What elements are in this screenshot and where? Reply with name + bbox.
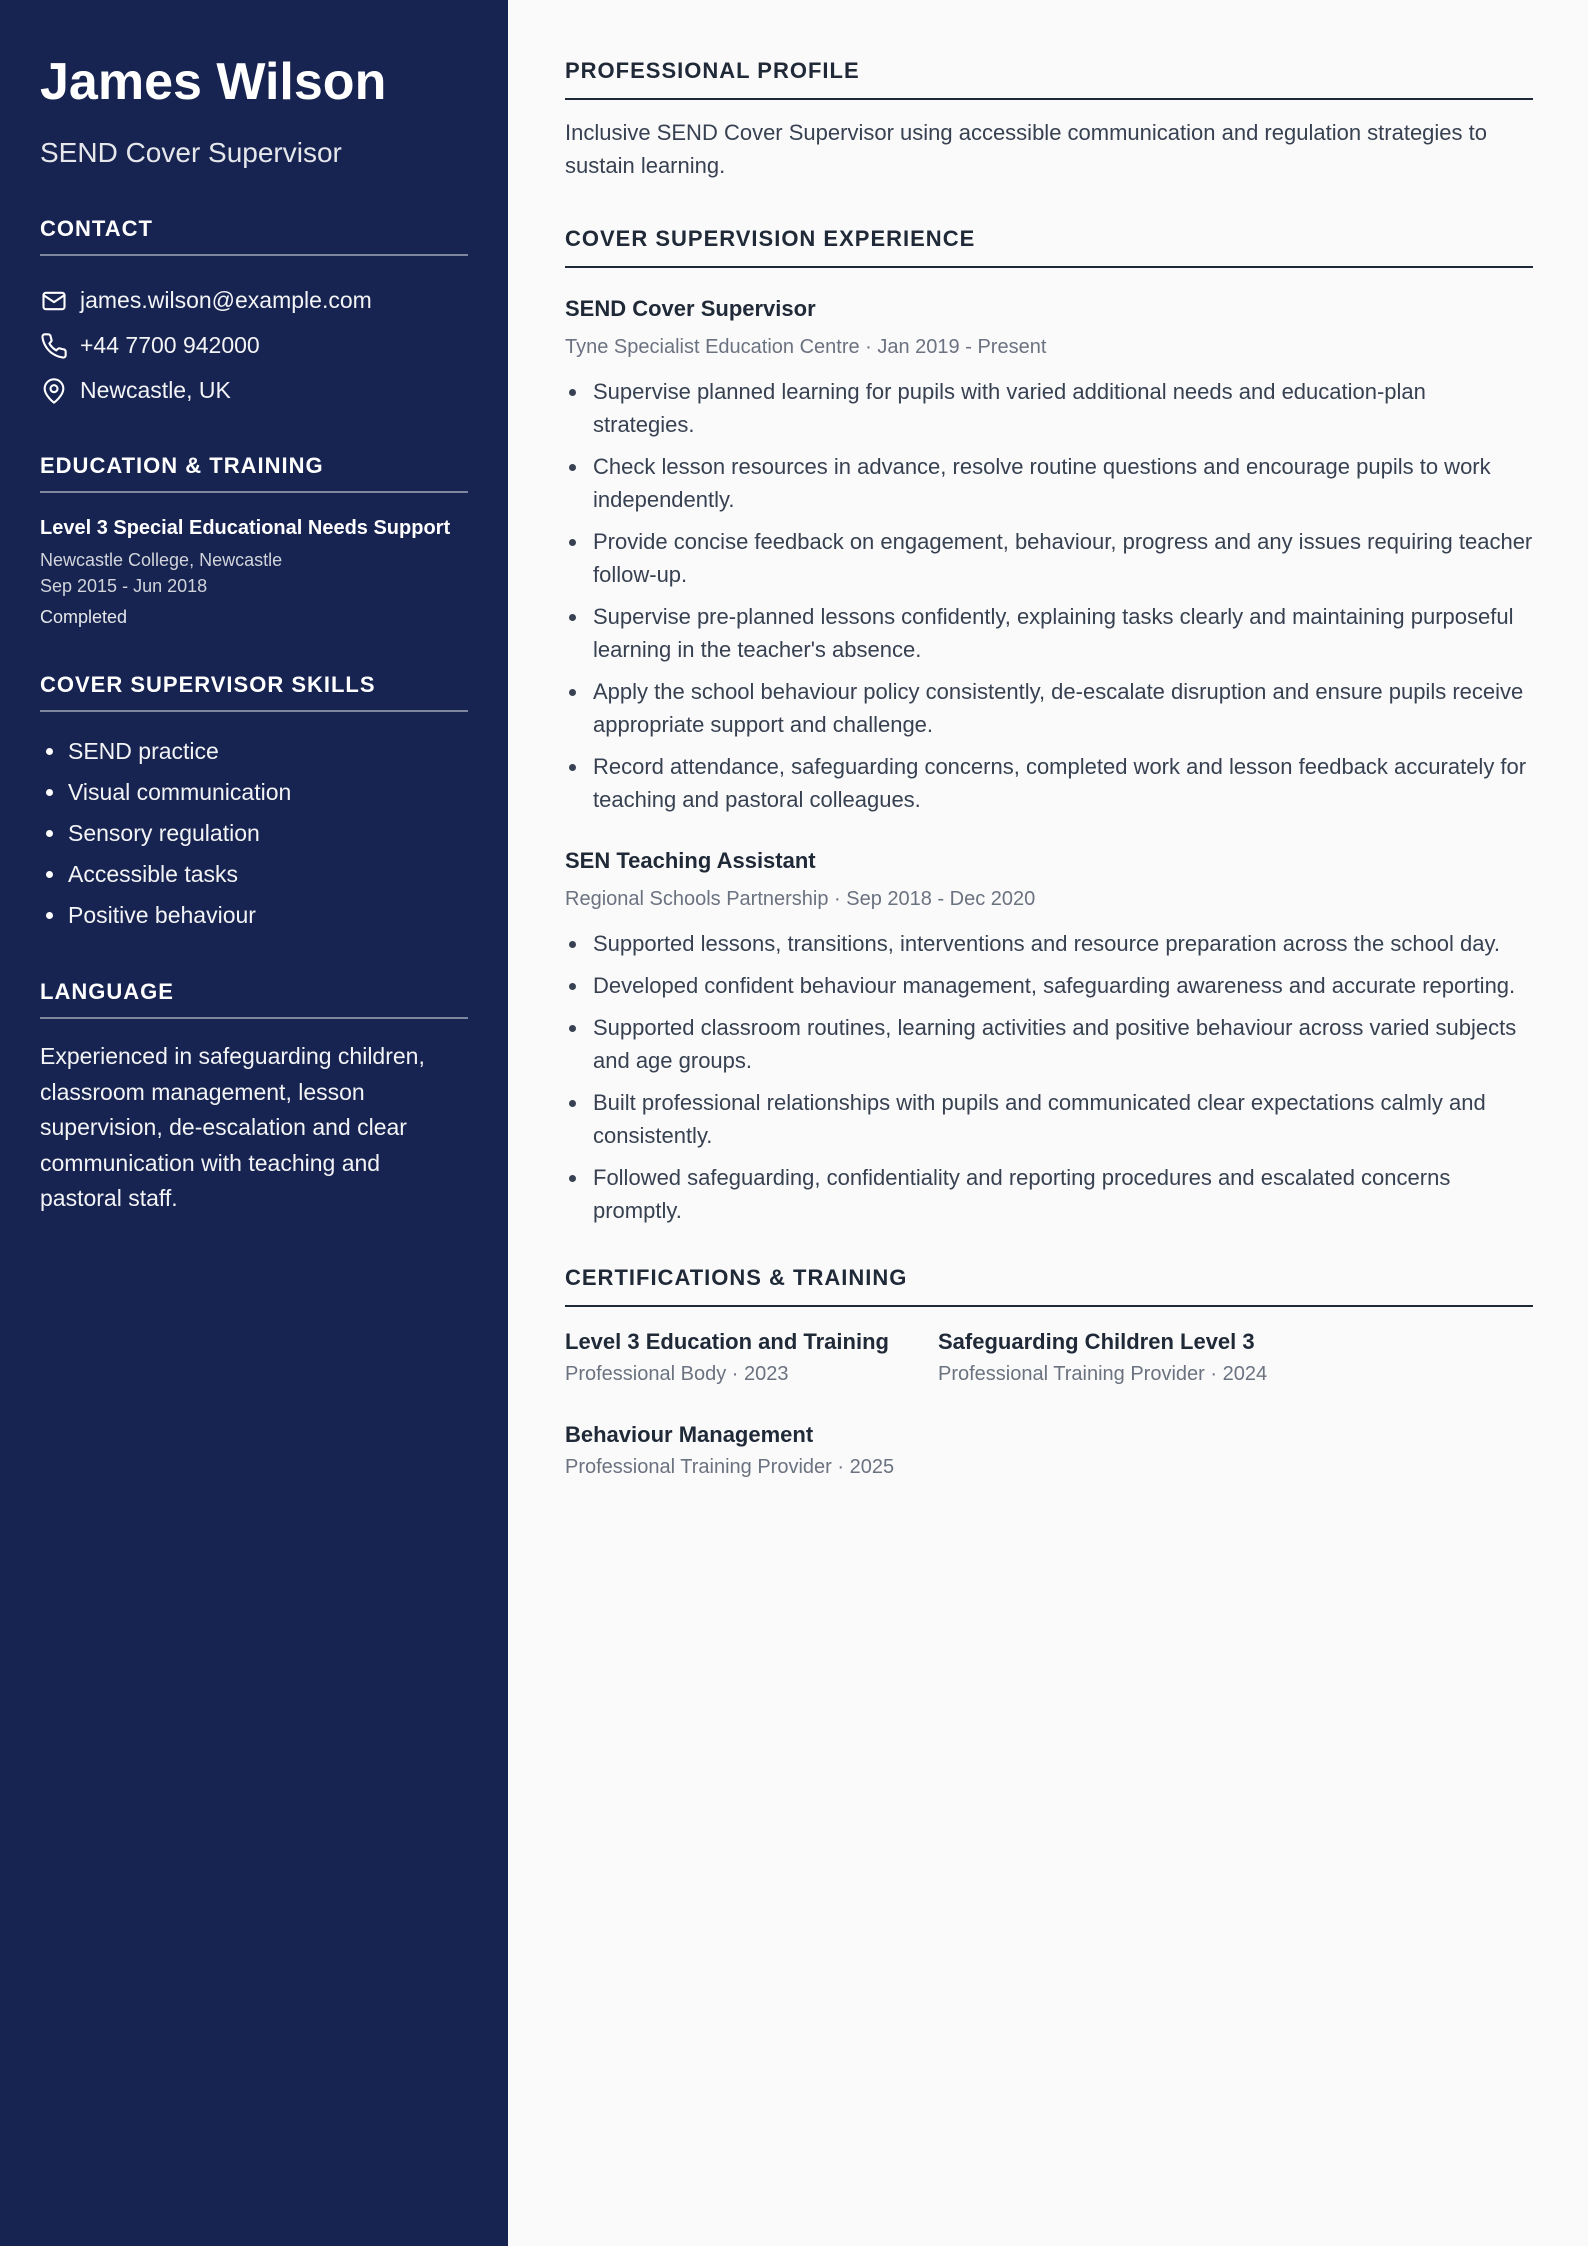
certifications-grid xyxy=(565,1329,1533,1479)
contact-email xyxy=(40,278,468,323)
location-text: Newcastle, UK xyxy=(80,377,231,403)
education-dates: Sep 2015 - Jun 2018 xyxy=(40,576,208,596)
certification-name: Behaviour Management xyxy=(565,1422,814,1447)
contact-section xyxy=(40,216,468,413)
candidate-name: James Wilson xyxy=(40,53,387,111)
certification-item xyxy=(938,1329,1311,1386)
job-bullet: Check lesson resources in advance, resolve routine questions and encourage pupils to work independently. xyxy=(565,450,1533,516)
mail-icon xyxy=(40,287,68,315)
location-pin-icon xyxy=(40,377,68,405)
job-bullet: Developed confident behaviour management, safeguarding awareness and accurate reporting. xyxy=(565,969,1533,1002)
job-meta: Tyne Specialist Education Centre · Jan 2019 - Present xyxy=(565,336,1047,358)
profile-section xyxy=(565,58,1533,182)
certifications-heading: CERTIFICATIONS & TRAINING xyxy=(565,1265,1533,1307)
certification-meta: Professional Body · 2023 xyxy=(565,1363,789,1385)
contact-phone xyxy=(40,323,468,368)
job-entry xyxy=(565,296,1533,816)
job-entry xyxy=(565,848,1533,1227)
skills-heading: COVER SUPERVISOR SKILLS xyxy=(40,672,468,712)
job-bullet: Apply the school behaviour policy consistently, de-escalate disruption and ensure pupils receive appropriate support and challenge. xyxy=(565,675,1533,741)
job-bullet: Supervise planned learning for pupils with varied additional needs and education-plan strategies. xyxy=(565,375,1533,441)
certification-meta: Professional Training Provider · 2025 xyxy=(565,1456,895,1478)
education-heading: EDUCATION & TRAINING xyxy=(40,453,468,493)
job-bullet: Provide concise feedback on engagement, behaviour, progress and any issues requiring teacher follow-up. xyxy=(565,525,1533,591)
profile-heading: PROFESSIONAL PROFILE xyxy=(565,58,1533,100)
contact-list xyxy=(40,278,468,413)
certification-name: Level 3 Education and Training xyxy=(565,1329,889,1354)
job-bullet: Supported classroom routines, learning activities and positive behaviour across varied subjects and age groups. xyxy=(565,1011,1533,1077)
language-section xyxy=(40,979,468,1217)
job-bullet: Followed safeguarding, confidentiality and reporting procedures and escalated concerns promptly. xyxy=(565,1161,1533,1227)
job-bullet: Supported lessons, transitions, interventions and resource preparation across the school day. xyxy=(565,927,1533,960)
certification-name: Safeguarding Children Level 3 xyxy=(938,1329,1255,1354)
skills-list xyxy=(40,734,468,939)
skill-item: Sensory regulation xyxy=(40,816,468,857)
contact-heading: CONTACT xyxy=(40,216,468,256)
education-status: Completed xyxy=(40,607,128,627)
job-bullet: Built professional relationships with pupils and communicated clear expectations calmly and consistently. xyxy=(565,1086,1533,1152)
job-meta: Regional Schools Partnership · Sep 2018 - Dec 2020 xyxy=(565,888,1036,910)
certifications-section xyxy=(565,1265,1533,1479)
job-bullet: Record attendance, safeguarding concerns, completed work and lesson feedback accurately for teaching and pastoral colleagues. xyxy=(565,750,1533,816)
phone-icon xyxy=(40,332,68,360)
certification-item xyxy=(565,1329,938,1386)
candidate-title: SEND Cover Supervisor xyxy=(40,137,342,168)
contact-location xyxy=(40,368,468,413)
job-bullet: Supervise pre-planned lessons confidently, explaining tasks clearly and maintaining purposeful learning in the teacher's absence. xyxy=(565,600,1533,666)
skill-item: Positive behaviour xyxy=(40,898,468,939)
experience-section xyxy=(565,226,1533,1227)
education-degree: Level 3 Special Educational Needs Support xyxy=(40,517,451,539)
skill-item: Visual communication xyxy=(40,775,468,816)
experience-heading: COVER SUPERVISION EXPERIENCE xyxy=(565,226,1533,268)
job-role: SEND Cover Supervisor xyxy=(565,296,816,321)
skill-item: SEND practice xyxy=(40,734,468,775)
education-section xyxy=(40,453,468,628)
job-bullets xyxy=(565,927,1533,1227)
education-school: Newcastle College, Newcastle xyxy=(40,550,283,570)
job-bullets xyxy=(565,375,1533,816)
certification-meta: Professional Training Provider · 2024 xyxy=(938,1363,1268,1385)
job-role: SEN Teaching Assistant xyxy=(565,848,816,873)
skills-section xyxy=(40,672,468,939)
certification-item xyxy=(565,1422,938,1479)
language-heading: LANGUAGE xyxy=(40,979,468,1019)
phone-text[interactable]: +44 7700 942000 xyxy=(80,332,260,358)
email-text[interactable]: james.wilson@example.com xyxy=(80,287,372,313)
skill-item: Accessible tasks xyxy=(40,857,468,898)
language-text: Experienced in safeguarding children, classroom management, lesson supervision, de-escalation and clear communication with teaching and pastoral staff. xyxy=(40,1043,425,1211)
profile-text: Inclusive SEND Cover Supervisor using accessible communication and regulation strategies to sustain learning. xyxy=(565,120,1488,178)
main-content xyxy=(565,58,1533,1479)
sidebar xyxy=(0,0,508,2246)
